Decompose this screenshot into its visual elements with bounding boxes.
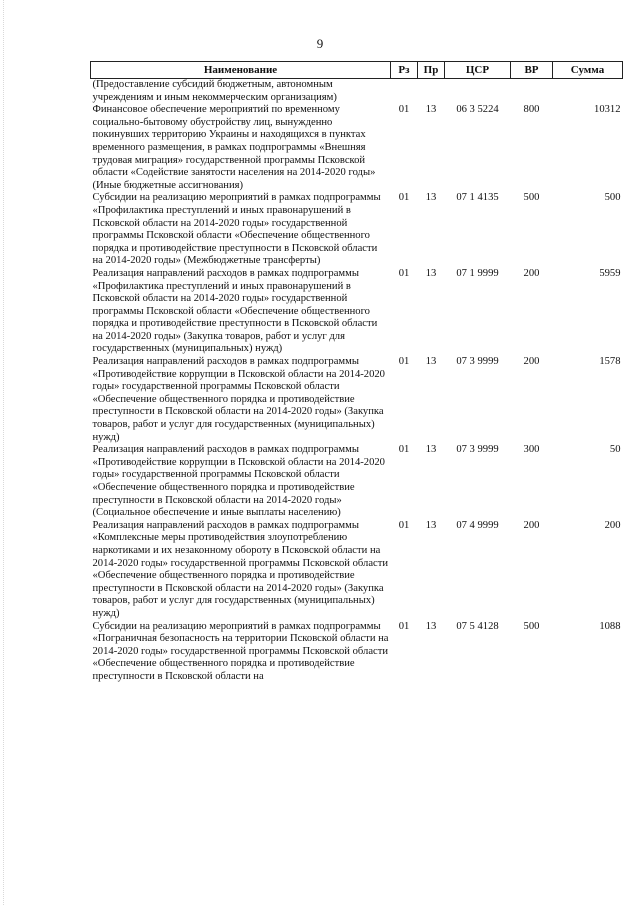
row-sum: 5959 — [599, 267, 621, 279]
scan-edge-line — [3, 0, 4, 905]
row-vr: 200 — [523, 356, 540, 368]
table-row — [91, 192, 623, 268]
header-name: Наименование — [91, 62, 391, 79]
table-row — [91, 268, 623, 356]
row-rz: 01 — [398, 192, 410, 204]
row-rz: 01 — [398, 356, 410, 368]
row-vr: 300 — [523, 444, 540, 456]
row-csr: 07 5 4128 — [456, 620, 499, 632]
row-csr: 06 3 5224 — [456, 104, 499, 116]
row-csr: 07 1 4135 — [456, 192, 499, 204]
row-sum: 10312 — [594, 104, 621, 116]
table-row — [91, 520, 623, 621]
row-csr: 07 3 9999 — [456, 444, 499, 456]
page-number: 9 — [316, 36, 324, 51]
row-sum: 1088 — [599, 620, 621, 632]
row-vr: 500 — [523, 192, 540, 204]
row-name: Субсидии на реализацию мероприятий в рамках подпрограммы «Пограничная безопасность на территории Псковской области на 2014-2020 годы» государственной программы Псковской области «Обеспечение общественного порядка и противодействие преступности в Псковской области на — [92, 620, 389, 682]
row-rz: 01 — [398, 519, 410, 531]
row-sum: 500 — [604, 192, 621, 204]
header-vr: ВР — [511, 62, 553, 79]
row-pr: 13 — [425, 267, 437, 279]
row-sum: 200 — [604, 519, 621, 531]
row-vr: 800 — [523, 104, 540, 116]
table-header — [91, 62, 623, 79]
table-row — [91, 444, 623, 520]
row-csr: 07 3 9999 — [456, 356, 499, 368]
continuation-row — [91, 79, 623, 105]
row-name: Финансовое обеспечение мероприятий по временному социально-бытовому обустройству лиц, вынужденно покинувших территорию Украины и находящихся в пунктах временного размещения, в рамках подпрограммы «Внешняя трудовая миграция» государственной программы Псковской области «Содействие занятости населения на 2014-2020 годы» (Иные бюджетные ассигнования) — [92, 104, 376, 191]
empty-cell — [553, 79, 623, 105]
empty-cell — [511, 79, 553, 105]
row-vr: 200 — [523, 267, 540, 279]
table-row — [91, 621, 623, 684]
row-pr: 13 — [425, 444, 437, 456]
row-rz: 01 — [398, 444, 410, 456]
row-pr: 13 — [425, 620, 437, 632]
row-rz: 01 — [398, 104, 410, 116]
row-name: Реализация направлений расходов в рамках подпрограммы «Противодействие коррупции в Псковской области на 2014-2020 годы» государственной программы Псковской области «Обеспечение общественного порядка и противодействие преступности в Псковской области на 2014-2020 годы» (Социальное обеспечение и иные выплаты населению) — [92, 444, 385, 519]
budget-table — [90, 61, 623, 684]
row-vr: 500 — [523, 620, 540, 632]
row-pr: 13 — [425, 104, 437, 116]
empty-cell — [391, 79, 418, 105]
row-sum: 50 — [609, 444, 621, 456]
row-sum: 1578 — [599, 356, 621, 368]
row-name: Субсидии на реализацию мероприятий в рамках подпрограммы «Профилактика преступлений и иных правонарушений в Псковской области на 2014-2020 годы» государственной программы Псковской области «Обеспечение общественного порядка и противодействие преступности в Псковской области на 2014-2020 годы» (Межбюджетные трансферты) — [92, 192, 381, 267]
row-pr: 13 — [425, 356, 437, 368]
row-rz: 01 — [398, 620, 410, 632]
row-name: Реализация направлений расходов в рамках подпрограммы «Противодействие коррупции в Псковской области на 2014-2020 годы» государственной программы Псковской области «Обеспечение общественного порядка и противодействие преступности в Псковской области на 2014-2020 годы» (Закупка товаров, работ и услуг для государственных (муниципальных) нужд) — [92, 356, 385, 443]
row-vr: 200 — [523, 519, 540, 531]
header-sum: Сумма — [553, 62, 623, 79]
header-row — [91, 62, 623, 79]
row-csr: 07 4 9999 — [456, 519, 499, 531]
table-row — [91, 356, 623, 444]
empty-cell — [418, 79, 445, 105]
header-rz: Рз — [391, 62, 418, 79]
row-name: Реализация направлений расходов в рамках подпрограммы «Профилактика преступлений и иных правонарушений в Псковской области на 2014-2020 годы» государственной программы Псковской области «Обеспечение общественного порядка и противодействие преступности в Псковской области на 2014-2020 годы» (Закупка товаров, работ и услуг для государственных (муниципальных) нужд) — [92, 267, 378, 355]
table-body — [91, 79, 623, 684]
row-rz: 01 — [398, 267, 410, 279]
empty-cell — [445, 79, 511, 105]
row-pr: 13 — [425, 519, 437, 531]
header-csr: ЦСР — [445, 62, 511, 79]
row-name: Реализация направлений расходов в рамках подпрограммы «Комплексные меры противодействия злоупотреблению наркотиками и их незаконному обороту в Псковской области на 2014-2020 годы» государственной программы Псковской области «Обеспечение общественного порядка и противодействие преступности в Псковской области на 2014-2020 годы» (Закупка товаров, работ и услуг для государственных (муниципальных) нужд) — [92, 519, 389, 619]
table-row — [91, 104, 623, 192]
row-pr: 13 — [425, 192, 437, 204]
continuation-text: (Предоставление субсидий бюджетным, автономным учреждениям и иным некоммерческим организациям) — [92, 79, 337, 103]
row-csr: 07 1 9999 — [456, 267, 499, 279]
budget-table-container — [90, 61, 622, 684]
header-pr: Пр — [418, 62, 445, 79]
